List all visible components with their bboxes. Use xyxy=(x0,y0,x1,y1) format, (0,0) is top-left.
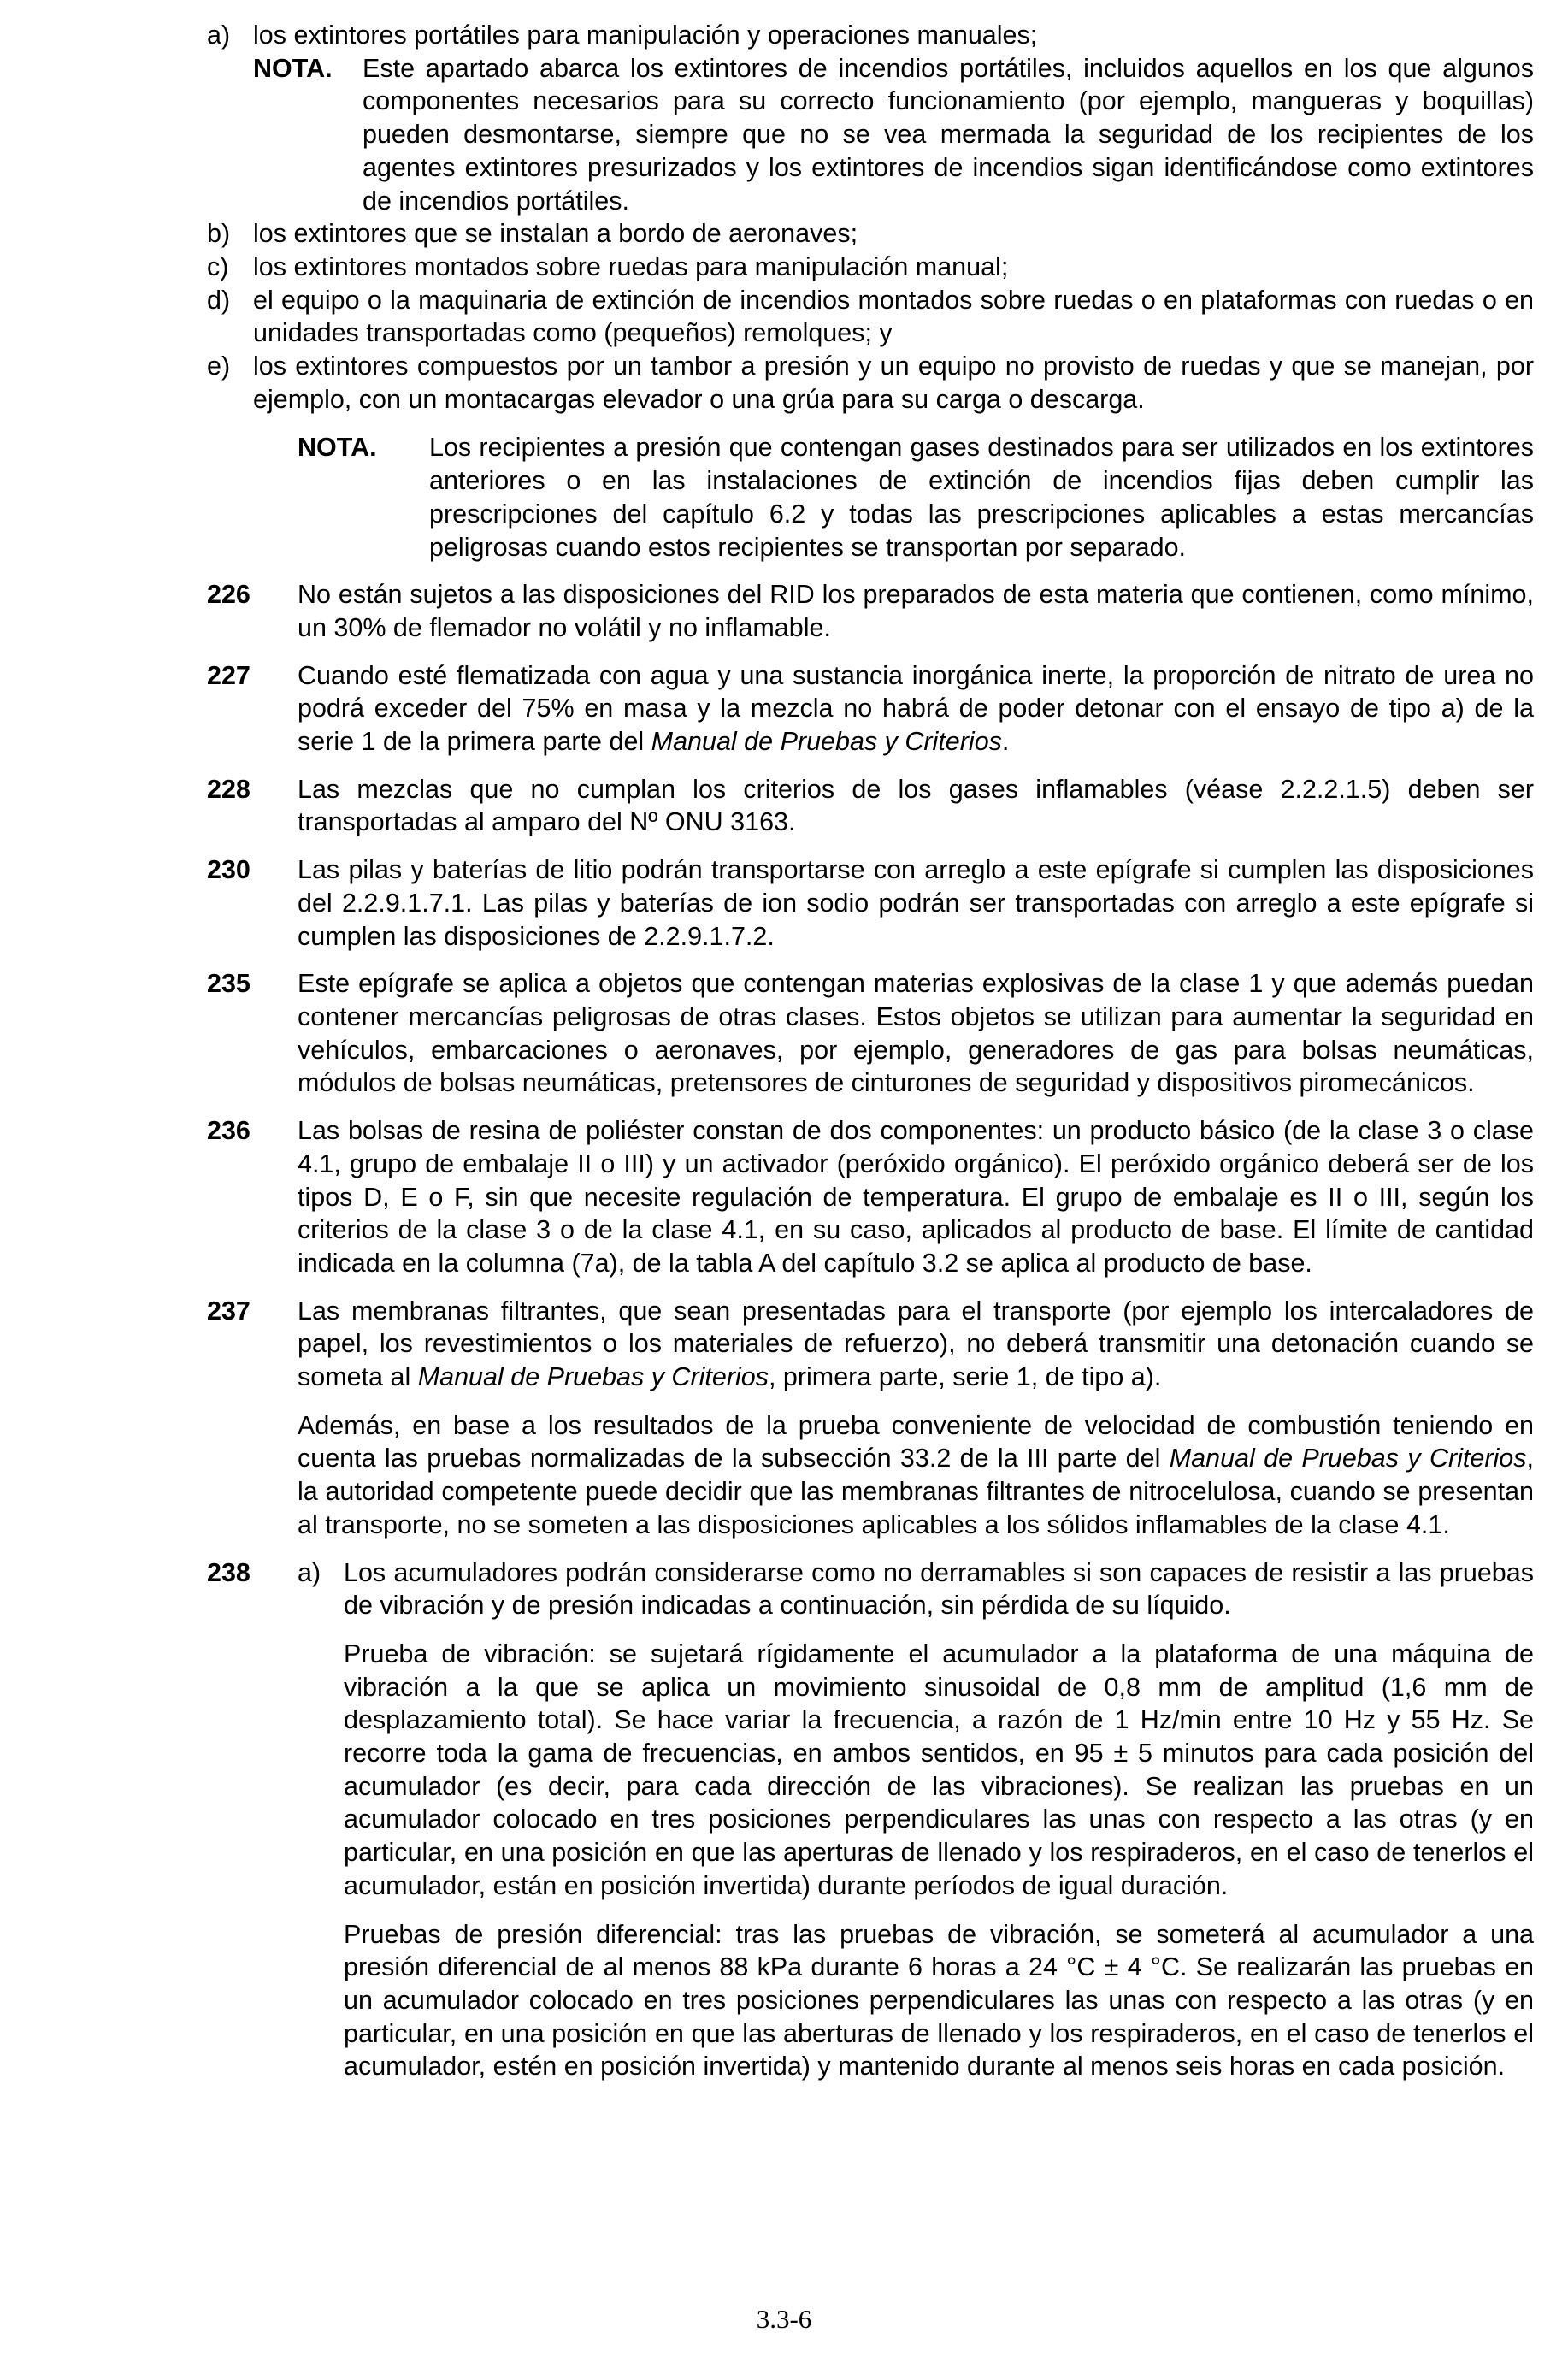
provision-text-part: . xyxy=(1001,727,1010,757)
provision-paragraph xyxy=(298,1295,1534,1394)
sub-item-a xyxy=(298,1556,1534,1622)
list-label: b) xyxy=(207,219,231,249)
provision-paragraph xyxy=(298,1409,1534,1542)
list-text: los extintores compuestos por un tambor a presión y un equipo no provisto de ruedas y que se manejan, por ejemplo, con un montacargas elevador o una grúa para su carga o descarga. xyxy=(253,351,1534,414)
note-label: NOTA. xyxy=(253,53,333,83)
provision-text: Este epígrafe se aplica a objetos que contengan materias explosivas de la clase 1 y que además puedan contener mercancías peligrosas de otras clases. Estos objetos se utilizan para aumentar la seguridad en vehículos, embarcaciones o aeronaves, por ejemplo, generadores de gas para bolsas neumáticas, módulos de bolsas neumáticas, pretensores de cinturones de seguridad y dispositivos piromecánicos. xyxy=(298,969,1534,1098)
sub-item-label: a) xyxy=(298,1557,321,1587)
list-item-d xyxy=(207,284,1534,350)
page-number: 3.3-6 xyxy=(756,2304,812,2334)
provision-number: 228 xyxy=(207,774,251,804)
list-text: los extintores que se instalan a bordo de aeronaves; xyxy=(253,219,858,249)
provision-text-part: Además, en base a los resultados de la prueba conveniente de velocidad de combustión teniendo en cuenta las pruebas normalizadas de la subsección 33.2 de la III parte del xyxy=(298,1410,1534,1473)
list-item-b xyxy=(207,217,1534,251)
provision-236 xyxy=(207,1114,1534,1280)
provision-text-part: Las membranas filtrantes, que sean presentadas para el transporte (por ejemplo los intercaladores de papel, los revestimientos o los materiales de refuerzo), no deberá transmitir una detonación cuando se someta al xyxy=(298,1296,1534,1392)
list-label: d) xyxy=(207,285,231,315)
list-text: los extintores portátiles para manipulación y operaciones manuales; xyxy=(253,21,1038,50)
provision-number: 236 xyxy=(207,1116,251,1146)
note-text: Este apartado abarca los extintores de incendios portátiles, incluidos aquellos en los que algunos componentes necesarios para su correcto funcionamiento (por ejemplo, mangueras y boquillas) pueden desmontarse, siempre que no se vea mermada la seguridad de los recipientes de los agentes extintores presurizados y los extintores de incendios sigan identificándose como extintores de incendios portátiles. xyxy=(363,53,1534,216)
provision-number: 226 xyxy=(207,580,251,610)
manual-title: Manual de Pruebas y Criterios xyxy=(417,1362,769,1392)
provision-228 xyxy=(207,773,1534,839)
sub-item-text: Los acumuladores podrán considerarse como no derramables si son capaces de resistir a las pruebas de vibración y de presión indicadas a continuación, sin pérdida de su líquido. xyxy=(344,1557,1534,1621)
list-text: los extintores montados sobre ruedas para manipulación manual; xyxy=(253,251,1009,281)
note-block xyxy=(253,52,1534,218)
list-label: e) xyxy=(207,351,231,381)
provision-230 xyxy=(207,853,1534,953)
manual-title: Manual de Pruebas y Criterios xyxy=(651,727,1002,757)
provision-238 xyxy=(207,1556,1534,2084)
provision-227 xyxy=(207,659,1534,759)
vibration-test-paragraph: Prueba de vibración: se sujetará rígidamente el acumulador a la plataforma de una máquina de vibración a la que se aplica un movimiento sinusoidal de 0,8 mm de amplitud (1,6 mm de desplazamiento total). Se hace variar la frecuencia, a razón de 1 Hz/min entre 10 Hz y 55 Hz. Se recorre toda la gama de frecuencias, en ambos sentidos, en 95 ± 5 minutos para cada posición del acumulador (es decir, para cada dirección de las vibraciones). Se realizan las pruebas en un acumulador colocado en tres posiciones perpendiculares las unas con respecto a las otras (y en particular, en una posición en que las aperturas de llenado y los respiraderos, en el caso de tenerlos el acumulador, están en posición invertida) durante períodos de igual duración. xyxy=(344,1639,1534,1900)
provision-text xyxy=(298,659,1534,759)
provision-text: Las mezclas que no cumplan los criterios de los gases inflamables (véase 2.2.2.1.5) deben ser transportadas al amparo del Nº ONU 3163. xyxy=(298,774,1534,837)
provision-text: Las bolsas de resina de poliéster constan de dos componentes: un producto básico (de la clase 3 o clase 4.1, grupo de embalaje II o III) y un activador (peróxido orgánico). El peróxido orgánico deberá ser de los tipos D, E o F, sin que necesite regulación de temperatura. El grupo de embalaje es II o III, según los criterios de la clase 3 o de la clase 4.1, en su caso, aplicados al producto de base. El límite de cantidad indicada en la columna (7a), de la tabla A del capítulo 3.2 se aplica al producto de base. xyxy=(298,1116,1534,1278)
list-item-c xyxy=(207,251,1534,284)
provision-text-part: Cuando esté flematizada con agua y una sustancia inorgánica inerte, la proporción de nitrato de urea no podrá exceder del 75% en masa y la mezcla no habrá de poder detonar con el ensayo de tipo a) de la serie 1 de la primera parte del xyxy=(298,660,1534,757)
provision-number: 237 xyxy=(207,1296,251,1326)
provision-text: No están sujetos a las disposiciones del RID los preparados de esta materia que contienen, como mínimo, un 30% de flemador no volátil y no inflamable. xyxy=(298,580,1534,642)
list-label: c) xyxy=(207,251,229,281)
provision-number: 230 xyxy=(207,855,251,885)
note-text: Los recipientes a presión que contengan gases destinados para ser utilizados en los extintores anteriores o en las instalaciones de extinción de incendios fijas deben cumplir las prescripciones del capítulo 6.2 y todas las prescripciones aplicables a estas mercancías peligrosas cuando estos recipientes se transportan por separado. xyxy=(429,433,1534,562)
provision-number: 227 xyxy=(207,660,251,690)
provision-number: 235 xyxy=(207,969,251,999)
list-item-a xyxy=(207,19,1534,52)
provision-237 xyxy=(207,1295,1534,1542)
list-item-e xyxy=(207,350,1534,416)
provision-text: Las pilas y baterías de litio podrán transportarse con arreglo a este epígrafe si cumplen las disposiciones del 2.2.9.1.7.1. Las pilas y baterías de ion sodio podrán ser transportadas con arreglo a este epígrafe si cumplen las disposiciones de 2.2.9.1.7.2. xyxy=(298,855,1534,951)
page-body xyxy=(207,19,1534,2083)
note-label: NOTA. xyxy=(298,433,377,463)
pressure-test-paragraph: Pruebas de presión diferencial: tras las pruebas de vibración, se someterá al acumulador a una presión diferencial de al menos 88 kPa durante 6 horas a 24 °C ± 4 °C. Se realizarán las pruebas en un acumulador colocado en tres posiciones perpendiculares las unas con respecto a las otras (y en particular, en una posición en que las aberturas de llenado y los respiraderos, en el caso de tenerlos el acumulador, estén en posición invertida) y mantenido durante al menos seis horas en cada posición. xyxy=(344,1919,1534,2082)
provision-226 xyxy=(207,578,1534,644)
list-text: el equipo o la maquinaria de extinción de incendios montados sobre ruedas o en plataformas con ruedas o en unidades transportadas como (pequeños) remolques; y xyxy=(253,285,1534,348)
provision-text-part: , la autoridad competente puede decidir que las membranas filtrantes de nitrocelulosa, cuando se presentan al transporte, no se someten a las disposiciones aplicables a los sólidos inflamables de la clase 4.1. xyxy=(298,1444,1534,1539)
list-label: a) xyxy=(207,21,231,50)
note-block xyxy=(298,431,1534,564)
provision-number: 238 xyxy=(207,1557,251,1587)
manual-title: Manual de Pruebas y Criterios xyxy=(1169,1444,1527,1473)
provision-text-part: , primera parte, serie 1, de tipo a). xyxy=(768,1362,1162,1392)
provision-235 xyxy=(207,967,1534,1100)
